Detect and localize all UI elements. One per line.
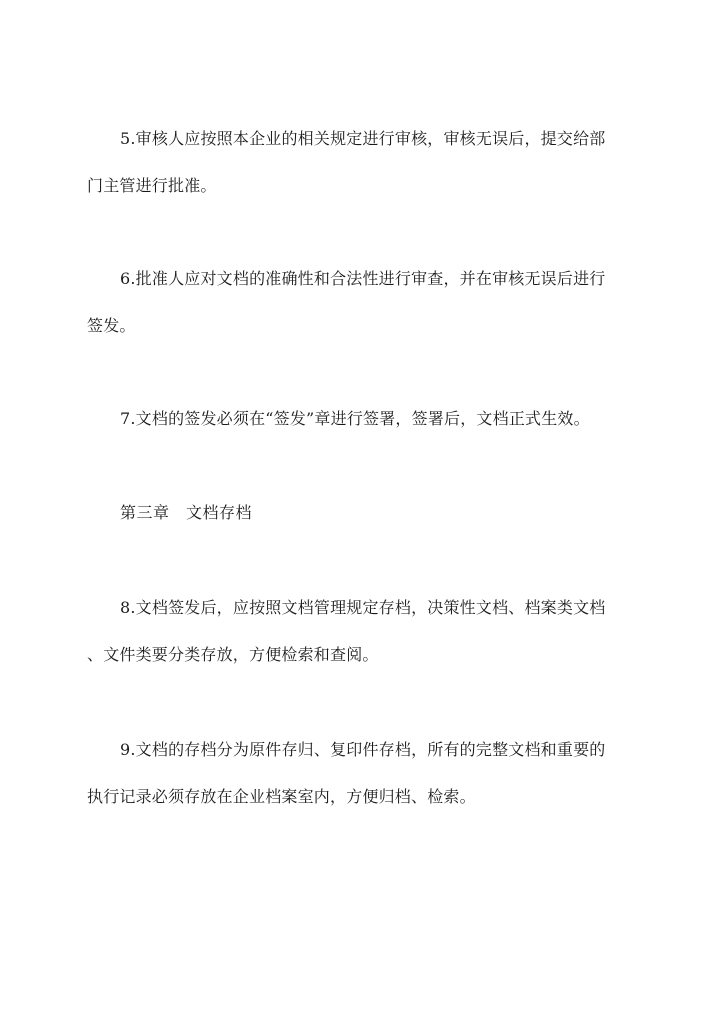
paragraph-item-5-line-2: 门主管进行批准。: [87, 176, 217, 195]
paragraph-item-8-line-2: 、文件类要分类存放，方便检索和查阅。: [87, 645, 379, 664]
paragraph-item-6-line-1: 6.批准人应对文档的准确性和合法性进行审查，并在审核无误后进行: [120, 269, 606, 288]
chapter-heading: 第三章 文档存档: [120, 503, 253, 522]
paragraph-item-6-line-2: 签发。: [87, 316, 136, 335]
paragraph-item-9-line-2: 执行记录必须存放在企业档案室内，方便归档、检索。: [87, 787, 476, 806]
paragraph-item-9-line-1: 9.文档的存档分为原件存归、复印件存档，所有的完整文档和重要的: [120, 740, 606, 759]
paragraph-item-7-line-1: 7.文档的签发必须在“签发”章进行签署，签署后，文档正式生效。: [120, 409, 590, 428]
paragraph-item-8-line-1: 8.文档签发后，应按照文档管理规定存档，决策性文档、档案类文档: [120, 598, 606, 617]
paragraph-item-5-line-1: 5.审核人应按照本企业的相关规定进行审核，审核无误后，提交给部: [120, 129, 606, 148]
